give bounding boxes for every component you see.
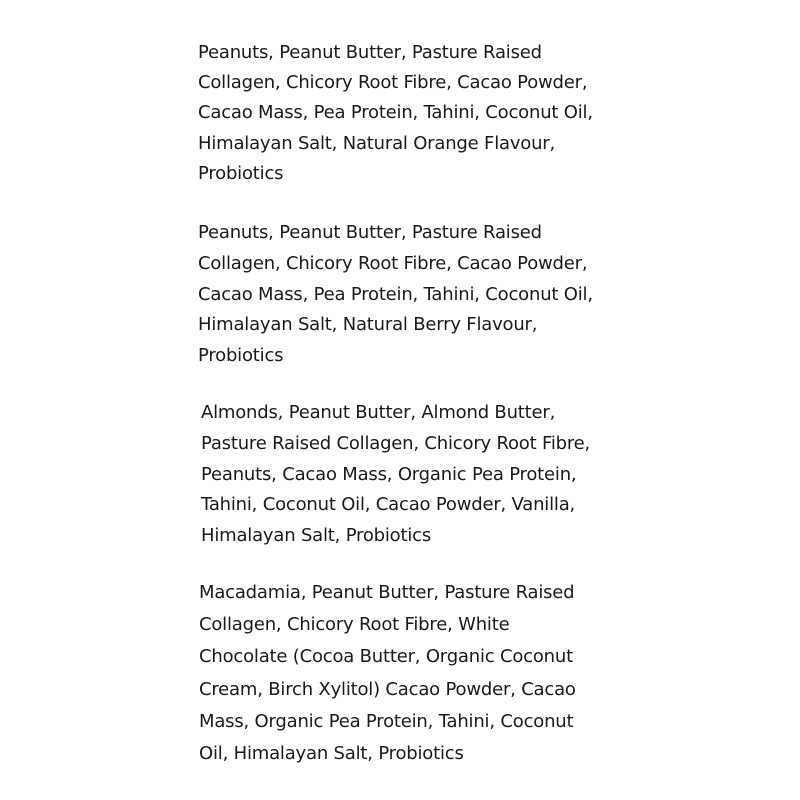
ingredients-line: Pasture Raised Collagen, Chicory Root Fibre, [201,432,591,454]
ingredients-line: Probiotics [198,345,284,367]
ingredients-list-berry [198,218,593,372]
ingredients-list-almond [201,398,590,552]
ingredients-line: Tahini, Coconut Oil, Cacao Powder, Vanilla, [201,494,576,516]
ingredients-line: Probiotics [198,162,284,184]
ingredients-line: Peanuts, Peanut Butter, Pasture Raised [198,42,542,63]
ingredients-line: Collagen, Chicory Root Fibre, White [199,614,510,636]
ingredients-line: Peanuts, Peanut Butter, Pasture Raised [198,222,542,243]
ingredients-line: Collagen, Chicory Root Fibre, Cacao Powder, [198,72,588,94]
ingredients-line: Chocolate (Cocoa Butter, Organic Coconut [199,646,573,668]
ingredients-line: Almonds, Peanut Butter, Almond Butter, [201,402,556,423]
ingredients-line: Peanuts, Cacao Mass, Organic Pea Protein, [201,463,577,485]
ingredients-line: Himalayan Salt, Natural Orange Flavour, [198,132,556,154]
ingredients-line: Macadamia, Peanut Butter, Pasture Raised [199,582,575,603]
ingredients-line: Cacao Mass, Pea Protein, Tahini, Coconut Oil, [198,283,593,305]
ingredients-line: Himalayan Salt, Probiotics [201,525,432,547]
ingredients-line: Cream, Birch Xylitol) Cacao Powder, Cacao [199,678,576,700]
ingredients-list-orange [198,38,593,189]
ingredients-line: Oil, Himalayan Salt, Probiotics [199,743,464,765]
ingredients-line: Mass, Organic Pea Protein, Tahini, Coconut [199,710,574,732]
ingredients-list-macadamia [199,577,576,770]
ingredients-line: Collagen, Chicory Root Fibre, Cacao Powder, [198,252,588,274]
ingredients-line: Himalayan Salt, Natural Berry Flavour, [198,314,538,336]
ingredients-line: Cacao Mass, Pea Protein, Tahini, Coconut Oil, [198,102,593,124]
